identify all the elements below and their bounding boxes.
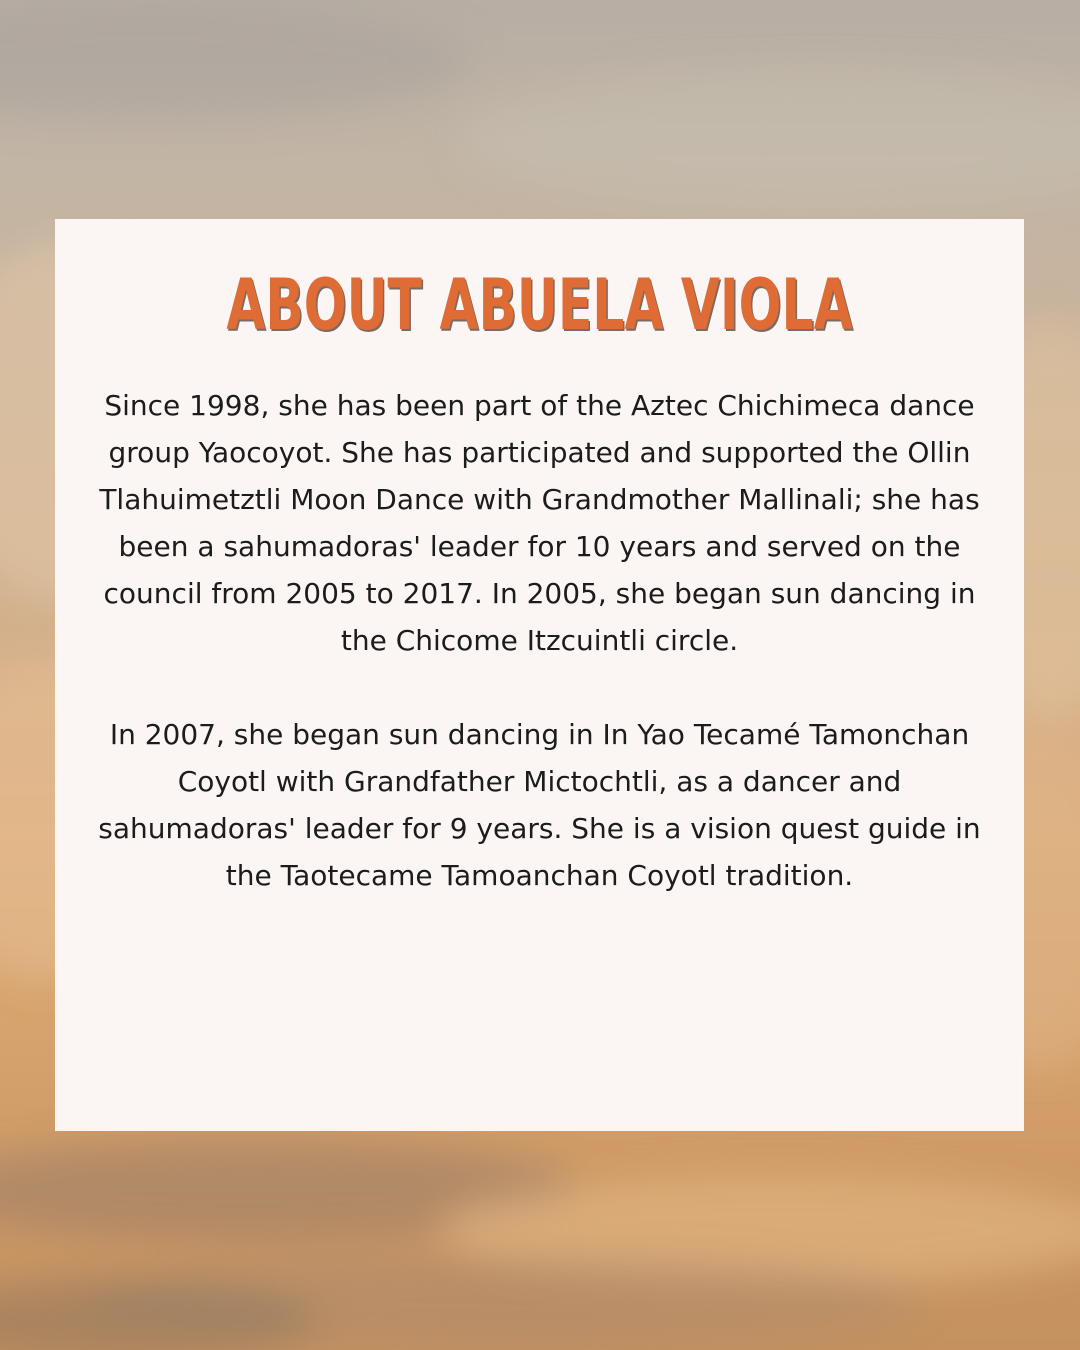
biography-paragraph-1: Since 1998, she has been part of the Aztec Chichimeca dance group Yaocoyot. She has participated and supported the Ollin Tlahuimetztli Moon Dance with Grandmother Mallinali; she has been a sahumadoras' leader for 10 years and served on the council from 2005 to 2017. In 2005, she began sun dancing in the Chicome Itzcuintli circle.	[99, 389, 980, 657]
about-card	[55, 219, 1024, 1131]
biography-paragraph-2: In 2007, she began sun dancing in In Yao Tecamé Tamonchan Coyotl with Grandfather Mictochtli, as a dancer and sahumadoras' leader for 9 years. She is a vision quest guide in the Taotecame Tamoanchan Coyotl tradition.	[98, 718, 981, 892]
page-title: ABOUT ABUELA VIOLA	[226, 264, 853, 346]
